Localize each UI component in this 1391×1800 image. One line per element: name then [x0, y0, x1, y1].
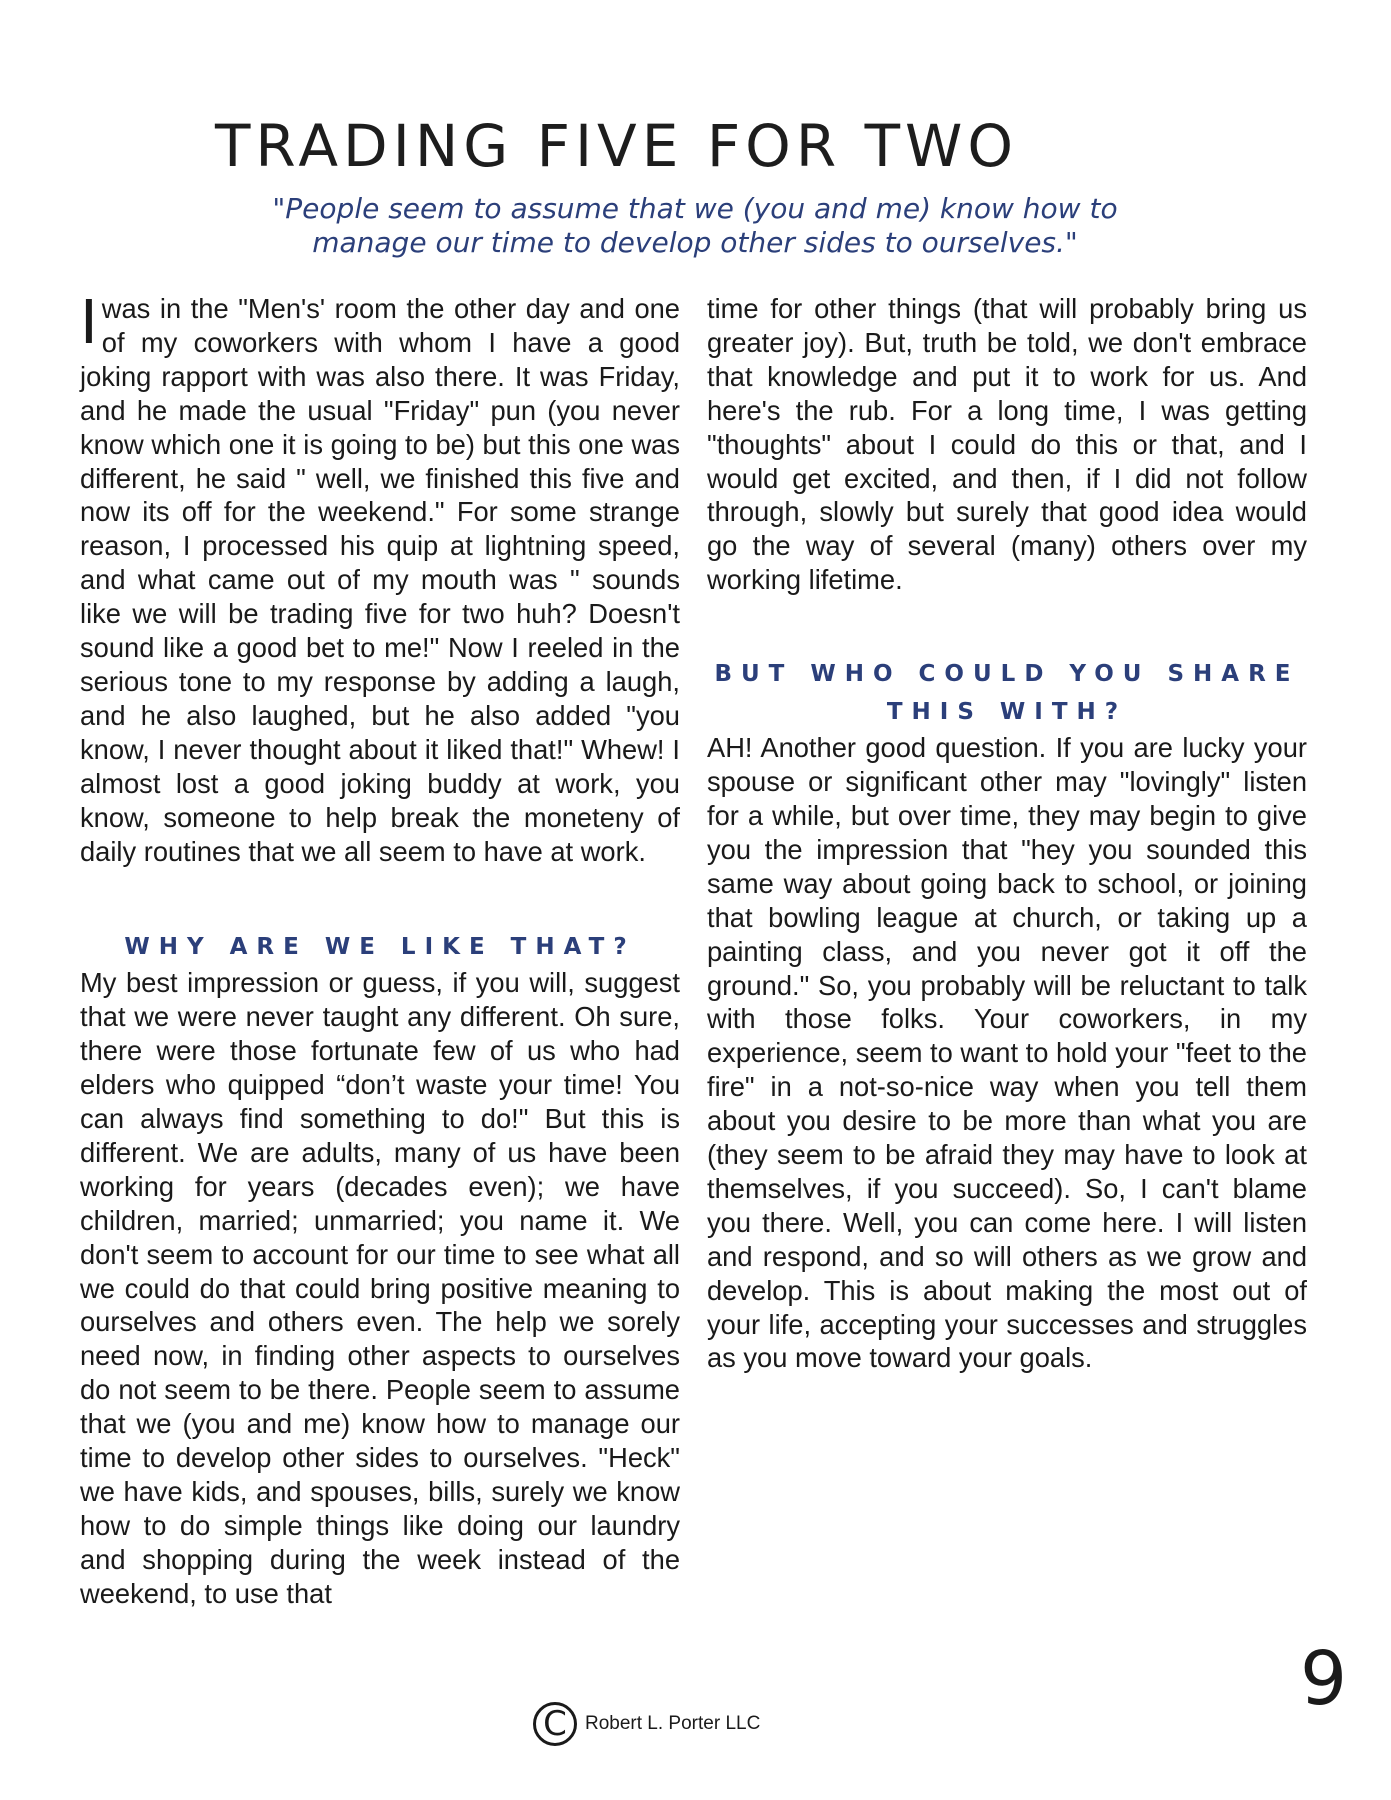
intro-paragraph-text: was in the "Men's' room the other day and one of my coworkers with whom I have a good joking rapport with was also there. It was Friday, and he made the usual "Friday" pun (you never know which one it is going to be) but this one was different, he said " well, we finished this five and now its off for the weekend." For some strange reason, I processed his quip at lightning speed, and what came out of my mouth was " sounds like we will be trading five for two huh? Doesn't sound like a good bet to me!" Now I reeled in the serious tone to my response by adding a laugh, and he also laughed, but he also added "you know, I never thought about it liked that!" Whew! I almost lost a good joking buddy at work, you know, someone to help break the moneteny of daily routines that we all seem to have at work. [80, 293, 680, 867]
copyright-owner: Robert L. Porter LLC [585, 1713, 761, 1734]
pull-quote: "People seem to assume that we (you and me) know how to manage our time to develop other sides to ourselves." [272, 192, 1118, 259]
share-paragraph: AH! Another good question. If you are lucky your spouse or significant other may "lovingly" listen for a while, but over time, they may begin to give you the impression that "hey you sounded this same way about going back to school, or joining that bowling league at church, or taking up a painting class, and you never got it off the ground." So, you probably will be reluctant to talk with those folks. Your coworkers, in my experience, seem to want to hold your "feet to the fire" in a not-so-nice way when you tell them about you desire to be more than what you are (they seem to be afraid they may have to look at themselves, if you succeed). So, I can't blame you there. Well, you can come here. I will listen and respond, and so will others as we grow and develop. This is about making the most out of your life, accepting your successes and struggles as you move toward your goals. [707, 732, 1307, 1374]
drop-cap: I [80, 285, 98, 357]
section-heading-why: WHY ARE WE LIKE THAT? [124, 934, 636, 961]
section-heading-share: BUT WHO COULD YOU SHARE THIS WITH? [714, 661, 1300, 726]
article-title: TRADING FIVE FOR TWO [215, 112, 1018, 180]
intro-paragraph [80, 285, 680, 868]
page-number: 9 [1300, 1636, 1348, 1722]
why-paragraph-continued: time for other things (that will probably bring us greater joy). But, truth be told, we don't embrace that knowledge and put it to work for us. And here's the rub. For a long time, I was getting "thoughts" about I could do this or that, and I would get excited, and then, if I did not follow through, slowly but surely that good idea would go the way of several (many) others over my working lifetime. [707, 293, 1307, 596]
why-paragraph: My best impression or guess, if you will, suggest that we were never taught any different. Oh sure, there were those fortunate few of us who had elders who quipped “don’t waste your time! You can always find something to do!" But this is different. We are adults, many of us have been working for years (decades even); we have children, married; unmarried; you name it. We don't seem to account for our time to see what all we could do that could bring positive meaning to ourselves and others even. The help we sorely need now, in finding other aspects to ourselves do not seem to be there. People seem to assume that we (you and me) know how to manage our time to develop other sides to ourselves. "Heck" we have kids, and spouses, bills, surely we know how to do simple things like doing our laundry and shopping during the week instead of the weekend, to use that [80, 967, 680, 1609]
copyright-icon: C [533, 1702, 577, 1746]
right-column [707, 292, 1307, 1375]
left-column [80, 285, 680, 1611]
copyright-footer [533, 1702, 760, 1746]
